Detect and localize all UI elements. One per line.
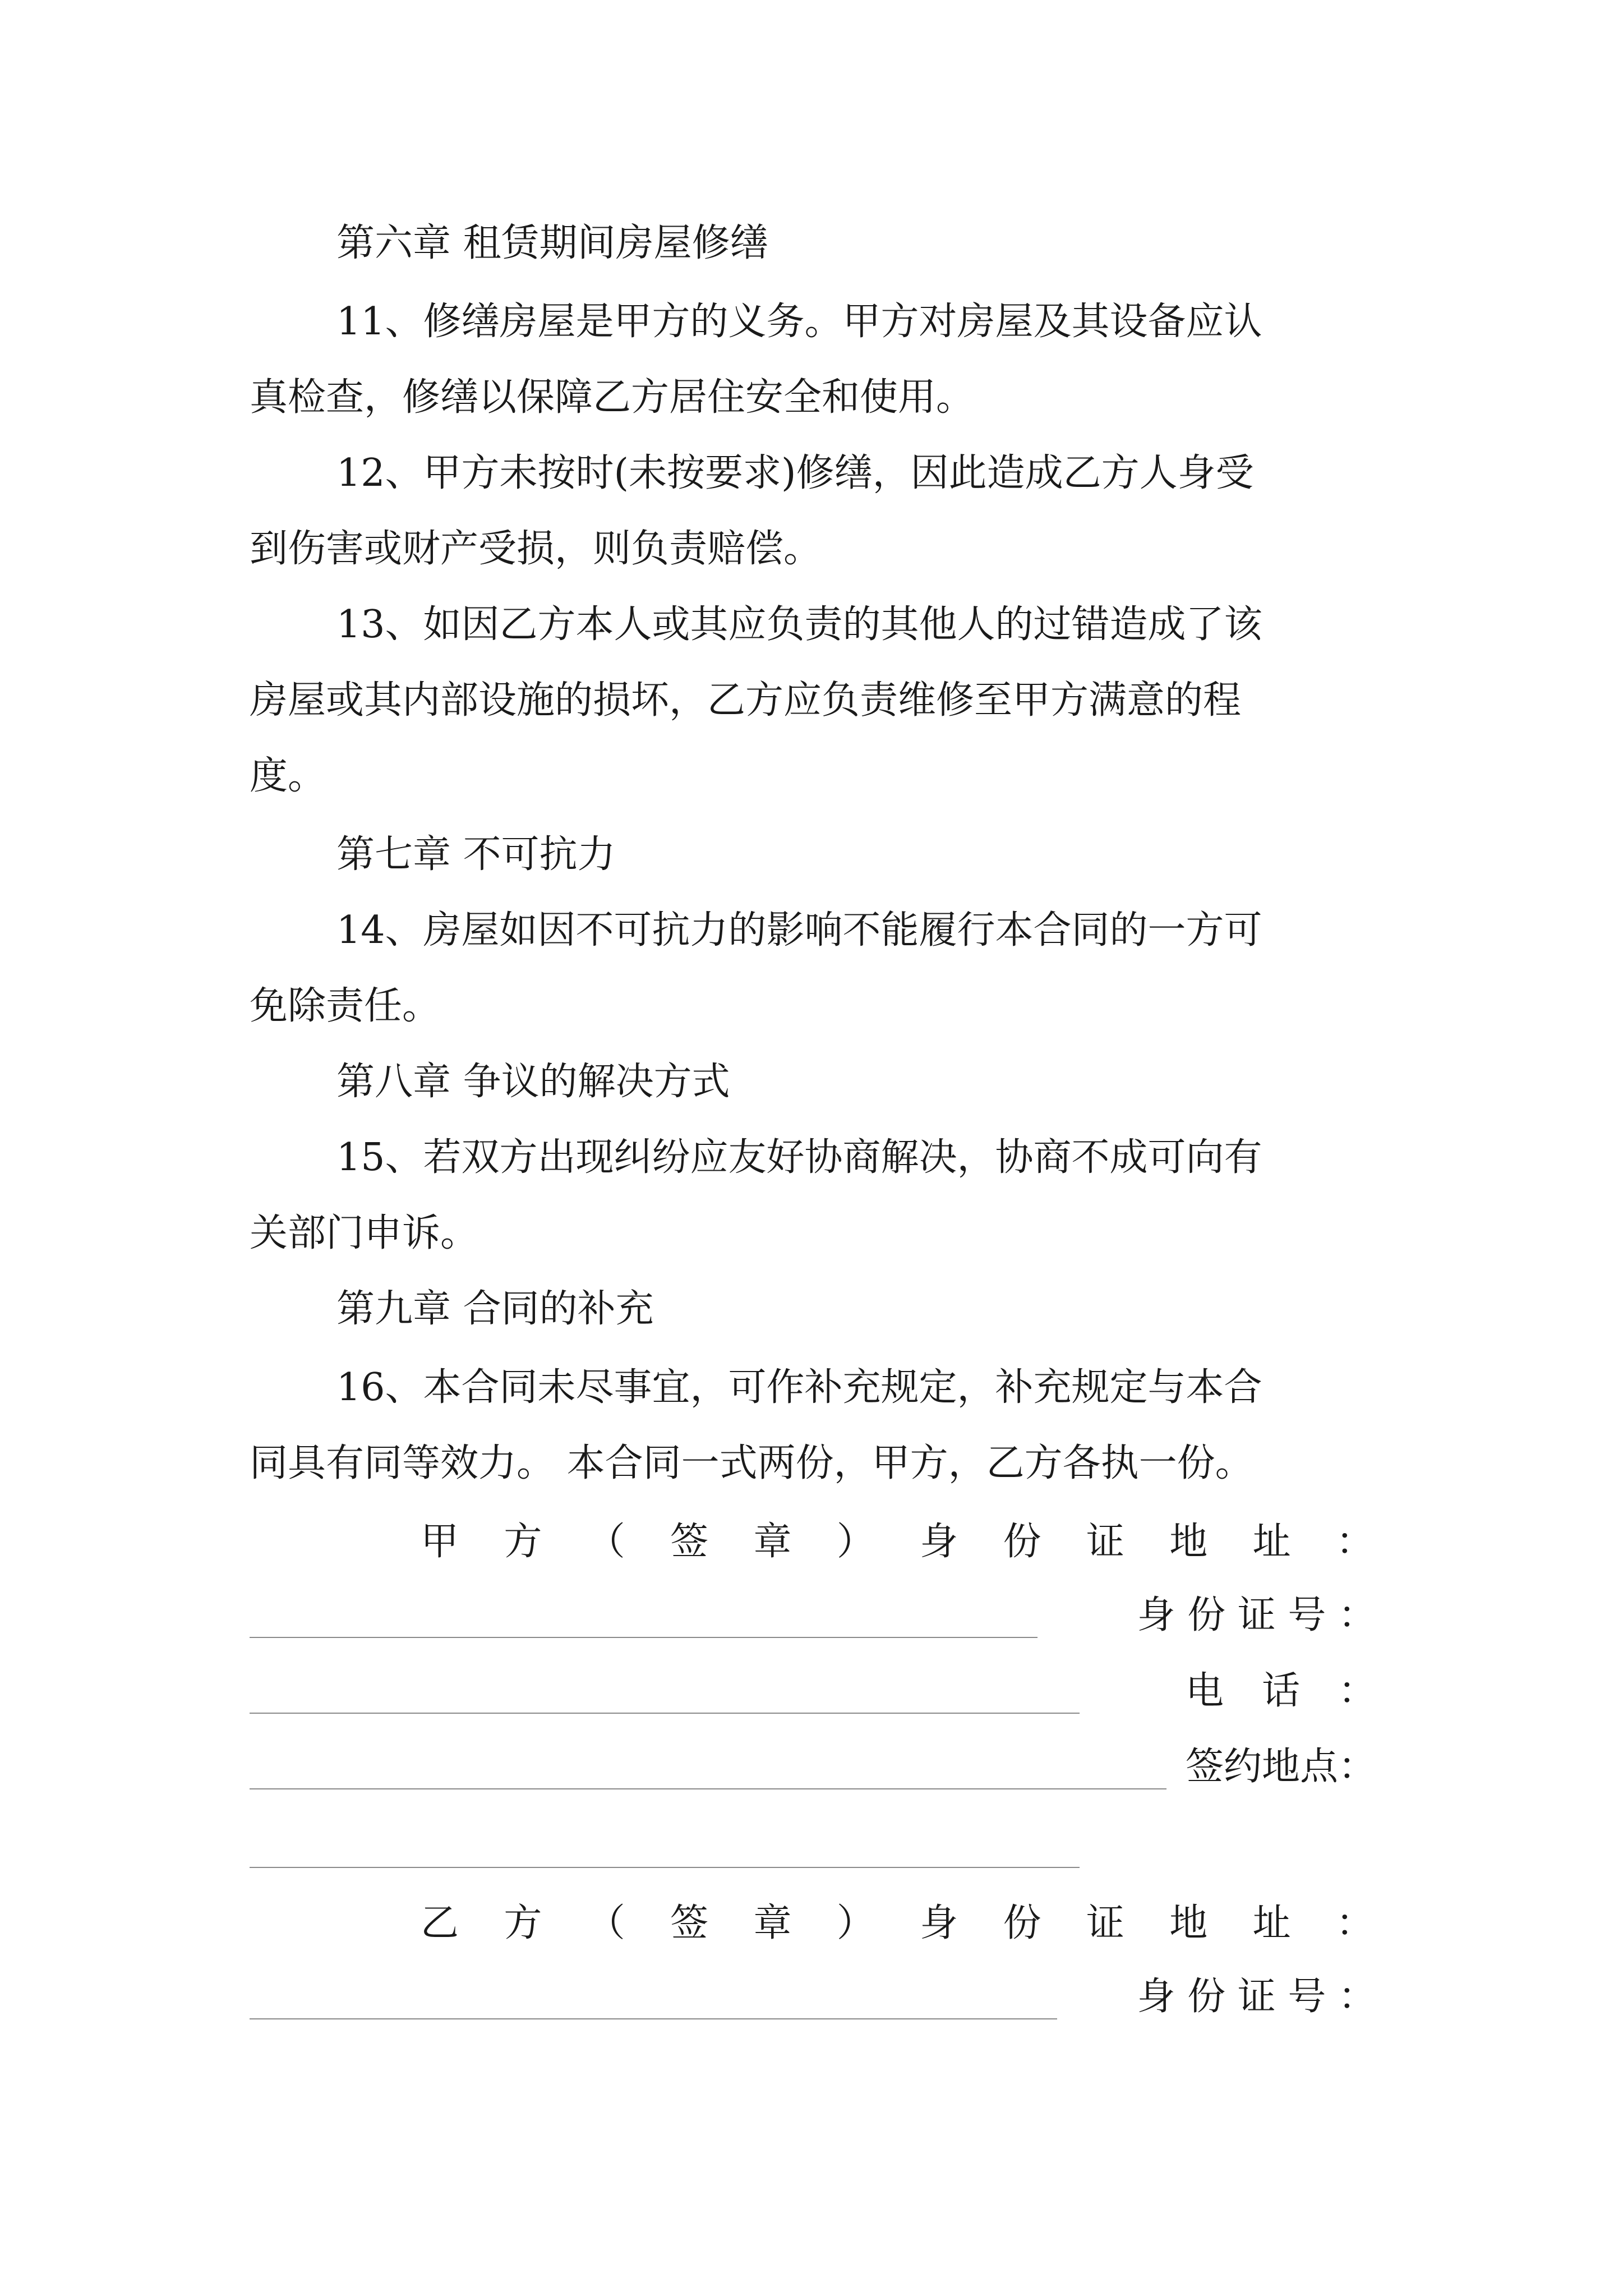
header-char: ： bbox=[1335, 1901, 1374, 1945]
party-a-phone-label: 电 话 ： bbox=[1185, 1669, 1376, 1713]
header-char: 章 bbox=[753, 1901, 792, 1945]
header-char: 方 bbox=[504, 1520, 542, 1564]
header-char: 地 bbox=[1169, 1520, 1208, 1564]
party-a-address-blank[interactable] bbox=[250, 1637, 1038, 1638]
header-char: 证 bbox=[1086, 1520, 1124, 1564]
clause-14-line-2: 免除责任。 bbox=[250, 984, 441, 1028]
header-char: ） bbox=[836, 1901, 875, 1945]
party-a-place-blank[interactable] bbox=[250, 1867, 1080, 1868]
header-char: 方 bbox=[504, 1901, 542, 1945]
header-char: 签 bbox=[670, 1520, 709, 1564]
party-b-address-blank[interactable] bbox=[250, 2018, 1057, 2019]
header-char: 地 bbox=[1169, 1901, 1208, 1945]
clause-11-line-2: 真检查，修缮以保障乙方居住安全和使用。 bbox=[250, 375, 975, 420]
header-char: 证 bbox=[1086, 1901, 1124, 1945]
clause-12-line-1: 12、甲方未按时(未按要求)修缮，因此造成乙方人身受 bbox=[336, 451, 1254, 495]
header-char: 址 bbox=[1252, 1520, 1291, 1564]
chapter-8-heading: 第八章 争议的解决方式 bbox=[336, 1060, 730, 1104]
clause-11-line-1: 11、修缮房屋是甲方的义务。甲方对房屋及其设备应认 bbox=[336, 300, 1262, 344]
party-a-id-row bbox=[250, 1593, 1376, 1638]
header-char: （ bbox=[587, 1901, 625, 1945]
header-char: 身 bbox=[920, 1901, 958, 1945]
party-a-place-row bbox=[250, 1745, 1376, 1789]
clause-15-line-1: 15、若双方出现纠纷应友好协商解决，协商不成可向有 bbox=[336, 1135, 1262, 1180]
clause-15-line-2: 关部门申诉。 bbox=[250, 1211, 479, 1255]
header-char: 份 bbox=[1003, 1520, 1041, 1564]
clause-13-line-3: 度。 bbox=[250, 754, 326, 798]
header-char: 身 bbox=[920, 1520, 958, 1564]
clause-16-line-2: 同具有同等效力。 本合同一式两份，甲方，乙方各执一份。 bbox=[250, 1441, 1253, 1485]
party-a-phone-row bbox=[250, 1669, 1376, 1714]
party-a-phone-blank[interactable] bbox=[250, 1788, 1166, 1789]
party-b-id-row bbox=[250, 1975, 1376, 2019]
clause-13-line-2: 房屋或其内部设施的损坏，乙方应负责维修至甲方满意的程 bbox=[250, 678, 1242, 723]
party-a-place-label: 签约地点： bbox=[1185, 1745, 1376, 1789]
header-char: （ bbox=[587, 1520, 625, 1564]
header-char: 份 bbox=[1003, 1901, 1041, 1945]
party-a-id-blank[interactable] bbox=[250, 1713, 1080, 1714]
header-char: 乙 bbox=[421, 1901, 459, 1945]
header-char: ： bbox=[1335, 1520, 1374, 1564]
header-char: 章 bbox=[753, 1520, 792, 1564]
chapter-7-heading: 第七章 不可抗力 bbox=[336, 832, 616, 877]
party-b-id-label: 身 份 证 号 ： bbox=[1137, 1975, 1376, 2019]
header-char: ） bbox=[836, 1520, 875, 1564]
party-a-header bbox=[421, 1520, 1374, 1564]
party-a-place-blank-row bbox=[250, 1823, 1376, 1868]
header-char: 签 bbox=[670, 1901, 709, 1945]
header-char: 甲 bbox=[421, 1520, 459, 1564]
clause-14-line-1: 14、房屋如因不可抗力的影响不能履行本合同的一方可 bbox=[336, 908, 1262, 953]
clause-12-line-2: 到伤害或财产受损，则负责赔偿。 bbox=[250, 527, 822, 571]
header-char: 址 bbox=[1252, 1901, 1291, 1945]
clause-13-line-1: 13、如因乙方本人或其应负责的其他人的过错造成了该 bbox=[336, 602, 1262, 647]
chapter-9-heading: 第九章 合同的补充 bbox=[336, 1287, 654, 1331]
party-a-id-label: 身 份 证 号 ： bbox=[1137, 1593, 1376, 1637]
party-b-header bbox=[421, 1901, 1374, 1945]
chapter-6-heading: 第六章 租赁期间房屋修缮 bbox=[336, 221, 768, 265]
clause-16-line-1: 16、本合同未尽事宜，可作补充规定，补充规定与本合 bbox=[336, 1365, 1262, 1410]
